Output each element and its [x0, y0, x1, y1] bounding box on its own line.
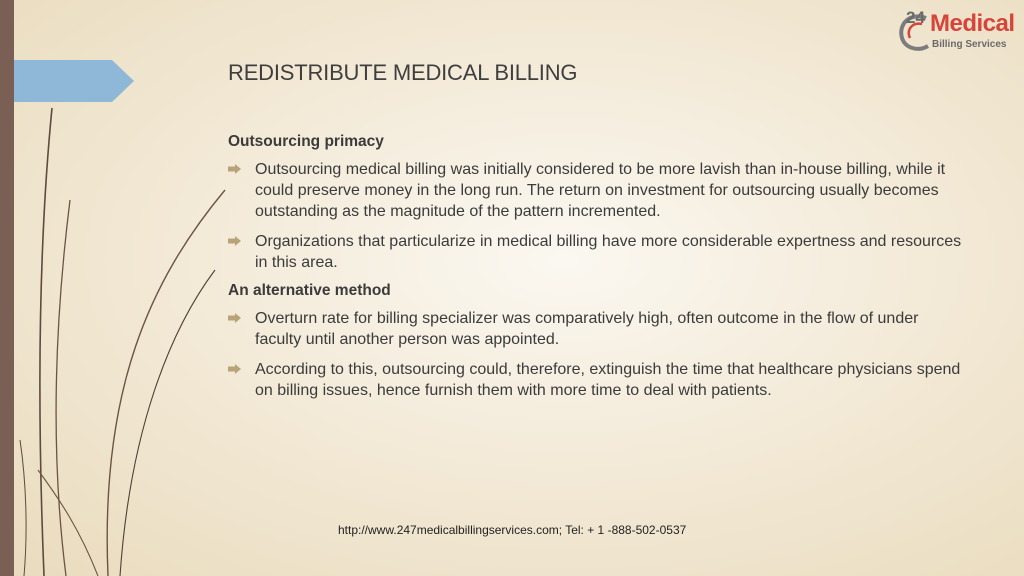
- logo-tagline: Billing Services: [932, 39, 1007, 50]
- arrow-bullet-icon: [228, 236, 241, 246]
- list-item: [228, 359, 968, 401]
- title-arrow-tab: [14, 60, 134, 102]
- arrow-bullet-icon: [228, 313, 241, 323]
- list-item: [228, 159, 968, 222]
- arrow-bullet-icon: [228, 164, 241, 174]
- footer-contact: http://www.247medicalbillingservices.com; Tel: + 1 -888-502-0537: [338, 523, 687, 537]
- left-accent-bar: [0, 0, 14, 576]
- bullet-text: Outsourcing medical billing was initially considered to be more lavish than in-house billing, while it could preserve money in the long run. The return on investment for outsourcing usually becomes outstanding as the magnitude of the pattern incremented.: [255, 161, 946, 220]
- list-item: [228, 308, 968, 350]
- bullet-text: Organizations that particularize in medical billing have more considerable expertness and resources in this area.: [255, 233, 962, 271]
- logo-name: Medical: [930, 10, 1015, 37]
- slide-title: REDISTRIBUTE MEDICAL BILLING: [228, 60, 578, 85]
- section-heading: Outsourcing primacy: [228, 133, 384, 150]
- bullet-list: [228, 159, 968, 273]
- bullet-text: Overturn rate for billing specializer was comparatively high, often outcome in the flow of under faculty until another person was appointed.: [255, 310, 919, 348]
- bullet-text: According to this, outsourcing could, therefore, extinguish the time that healthcare physicians spend on billing issues, hence furnish them with more time to deal with patients.: [255, 361, 961, 399]
- bullet-list: [228, 308, 968, 401]
- slide-content: [228, 133, 968, 410]
- arrow-bullet-icon: [228, 364, 241, 374]
- section-heading: An alternative method: [228, 282, 391, 299]
- list-item: [228, 231, 968, 273]
- logo-number: 24: [906, 8, 925, 27]
- company-logo: [896, 6, 1020, 56]
